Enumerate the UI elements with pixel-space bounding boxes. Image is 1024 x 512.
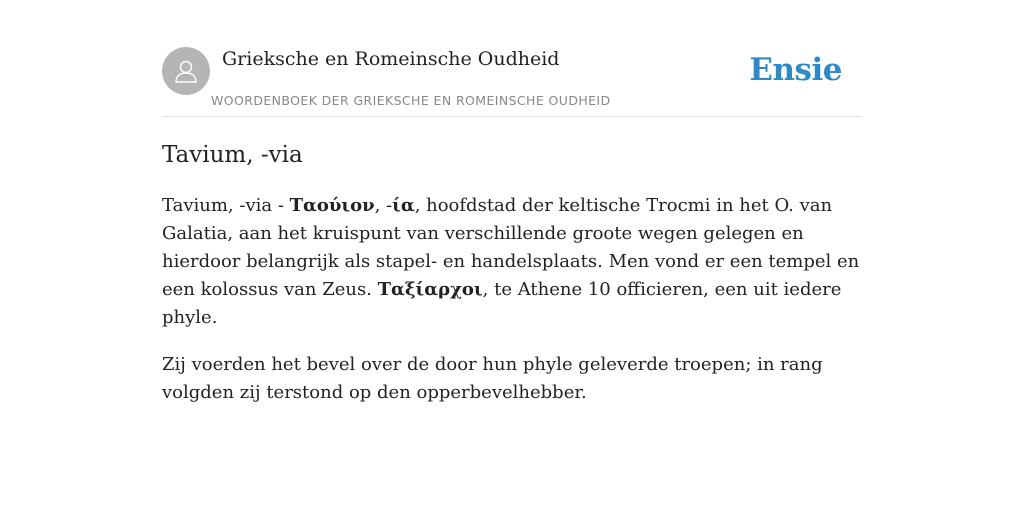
user-icon xyxy=(172,57,200,85)
book-title[interactable]: Grieksche en Romeinsche Oudheid xyxy=(222,48,560,70)
greek-term: Ταούιον xyxy=(289,195,375,216)
entry-content xyxy=(162,192,862,426)
book-header xyxy=(162,47,862,117)
book-subtitle: WOORDENBOEK DER GRIEKSCHE EN ROMEINSCHE OUDHEID xyxy=(211,93,611,108)
paragraph-text: Tavium, -via - xyxy=(162,195,290,216)
greek-term: Ταξίαρχοι xyxy=(377,279,483,300)
greek-term: ία xyxy=(392,195,415,216)
paragraph-text: , te Athene 10 officieren, een uit iedere phyle. xyxy=(162,279,842,328)
brand-logo[interactable]: Ensie xyxy=(749,52,842,88)
entry-title: Tavium, -via xyxy=(162,142,303,168)
paragraph-text: , hoofdstad der keltische Trocmi in het O. van Galatia, aan het kruispunt van verschillende groote wegen gelegen en hierdoor belangrijk als stapel- en handelsplaats. Men vond er een tempel en een kolossus van Zeus. xyxy=(162,195,860,300)
avatar[interactable] xyxy=(162,47,210,95)
entry-paragraph: Zij voerden het bevel over de door hun phyle geleverde troepen; in rang volgden zij terstond op den opperbevelhebber. xyxy=(162,354,823,403)
entry-paragraph xyxy=(162,192,862,332)
paragraph-text: , - xyxy=(374,195,393,216)
